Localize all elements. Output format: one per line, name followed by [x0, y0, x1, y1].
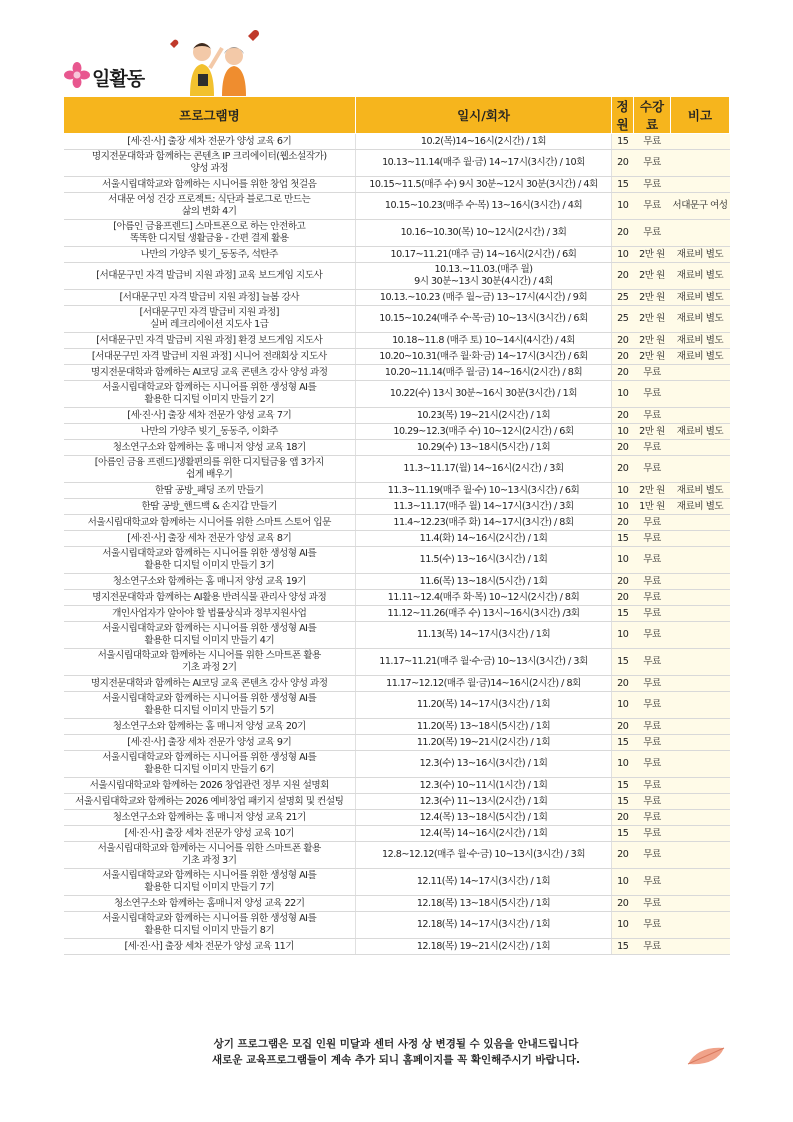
program-name-cell: 서대문 여성 건강 프로젝트: 식단과 블로그로 만드는 삶의 변화 4기: [64, 193, 356, 220]
schedule-cell: 11.6(목) 13~18시(5시간) / 1회: [356, 574, 612, 590]
fee-cell: 무료: [634, 826, 671, 842]
table-row: [64, 751, 730, 778]
table-header-row: [64, 97, 730, 134]
fee-cell: 무료: [634, 193, 671, 220]
fee-cell: 1만 원: [634, 499, 671, 515]
program-name-cell: 한땀 공방_패딩 조끼 만들기: [64, 483, 356, 499]
capacity-cell: 15: [612, 649, 634, 676]
table-row: [64, 483, 730, 499]
capacity-cell: 10: [612, 424, 634, 440]
fee-cell: 2만 원: [634, 333, 671, 349]
capacity-cell: 20: [612, 408, 634, 424]
capacity-cell: 20: [612, 719, 634, 735]
program-name-cell: 서울시립대학교와 함께하는 2026 예비창업 패키지 설명회 및 컨설팅: [64, 794, 356, 810]
note-cell: 재료비 별도: [671, 483, 730, 499]
program-name-cell: 서울시립대학교와 함께하는 시니어를 위한 생성형 AI를 활용한 디지털 이미지 만들기 2기: [64, 381, 356, 408]
fee-cell: 무료: [634, 735, 671, 751]
table-row: [64, 590, 730, 606]
program-name-cell: [서대문구민 자격 발급비 지원 과정] 교육 보드게임 지도사: [64, 263, 356, 290]
schedule-cell: 10.29~12.3(매주 수) 10~12시(2시간) / 6회: [356, 424, 612, 440]
table-row: [64, 440, 730, 456]
schedule-cell: 10.18~11.8 (매주 토) 10~14시(4시간) / 4회: [356, 333, 612, 349]
note-cell: 재료비 별도: [671, 424, 730, 440]
program-name-cell: [아름인 금융 프렌드]생활편의를 위한 디지털금융 앱 3가지 쉽게 배우기: [64, 456, 356, 483]
capacity-cell: 20: [612, 220, 634, 247]
capacity-cell: 20: [612, 150, 634, 177]
program-name-cell: [세·진·사] 출장 세차 전문가 양성 교육 10기: [64, 826, 356, 842]
fee-cell: 무료: [634, 381, 671, 408]
fee-cell: 무료: [634, 794, 671, 810]
capacity-cell: 15: [612, 778, 634, 794]
program-name-cell: 나만의 가양주 빚기_동동주, 석탄주: [64, 247, 356, 263]
table-row: [64, 622, 730, 649]
schedule-cell: 11.3~11.19(매주 월·수) 10~13시(3시간) / 6회: [356, 483, 612, 499]
schedule-cell: 12.18(목) 13~18시(5시간) / 1회: [356, 896, 612, 912]
schedule-cell: 12.18(목) 14~17시(3시간) / 1회: [356, 912, 612, 939]
table-row: [64, 676, 730, 692]
capacity-cell: 15: [612, 735, 634, 751]
capacity-cell: 25: [612, 306, 634, 333]
note-cell: [671, 826, 730, 842]
schedule-cell: 11.11~12.4(매주 화·목) 10~12시(2시간) / 8회: [356, 590, 612, 606]
capacity-cell: 10: [612, 751, 634, 778]
program-name-cell: [세·진·사] 출장 세차 전문가 양성 교육 6기: [64, 134, 356, 150]
fee-cell: 무료: [634, 515, 671, 531]
capacity-cell: 10: [612, 547, 634, 574]
fee-cell: 무료: [634, 778, 671, 794]
table-row: [64, 692, 730, 719]
schedule-cell: 11.4~12.23(매주 화) 14~17시(3시간) / 8회: [356, 515, 612, 531]
note-cell: [671, 939, 730, 955]
table-row: [64, 896, 730, 912]
note-cell: [671, 150, 730, 177]
note-cell: [671, 719, 730, 735]
program-name-cell: [세·진·사] 출장 세차 전문가 양성 교육 11기: [64, 939, 356, 955]
fee-cell: 2만 원: [634, 349, 671, 365]
program-name-cell: 청소연구소와 함께하는 홈 매니저 양성 교육 20기: [64, 719, 356, 735]
footer-line-1: 상기 프로그램은 모집 인원 미달과 센터 사정 상 변경될 수 있음을 안내드립니다: [213, 1038, 579, 1050]
capacity-cell: 10: [612, 692, 634, 719]
schedule-cell: 12.3(수) 13~16시(3시간) / 1회: [356, 751, 612, 778]
capacity-cell: 10: [612, 622, 634, 649]
schedule-cell: 10.15~11.5(매주 수) 9시 30분~12시 30분(3시간) / 4회: [356, 177, 612, 193]
note-cell: [671, 676, 730, 692]
note-cell: [671, 649, 730, 676]
fee-cell: 2만 원: [634, 290, 671, 306]
table-row: [64, 869, 730, 896]
capacity-cell: 10: [612, 912, 634, 939]
capacity-cell: 15: [612, 826, 634, 842]
table-row: [64, 574, 730, 590]
schedule-cell: 10.17~11.21(매주 금) 14~16시(2시간) / 6회: [356, 247, 612, 263]
capacity-cell: 15: [612, 794, 634, 810]
program-name-cell: [아름인 금융프렌드] 스마트폰으로 하는 안전하고 똑똑한 디지털 생활금융 - 간편 결제 활용: [64, 220, 356, 247]
fee-cell: 무료: [634, 606, 671, 622]
schedule-cell: 10.15~10.24(매주 수·목·금) 10~13시(3시간) / 6회: [356, 306, 612, 333]
capacity-cell: 20: [612, 349, 634, 365]
capacity-cell: 20: [612, 456, 634, 483]
program-name-cell: 명지전문대학과 함께하는 AI코딩 교육 콘텐츠 강사 양성 과정: [64, 676, 356, 692]
capacity-cell: 20: [612, 842, 634, 869]
fee-cell: 무료: [634, 590, 671, 606]
schedule-cell: 12.4(목) 14~16시(2시간) / 1회: [356, 826, 612, 842]
capacity-cell: 10: [612, 381, 634, 408]
schedule-cell: 10.20~10.31(매주 월·화·금) 14~17시(3시간) / 6회: [356, 349, 612, 365]
table-row: [64, 424, 730, 440]
table-row: [64, 306, 730, 333]
schedule-cell: 11.20(목) 14~17시(3시간) / 1회: [356, 692, 612, 719]
schedule-cell: 11.5(수) 13~16시(3시간) / 1회: [356, 547, 612, 574]
table-row: [64, 606, 730, 622]
note-cell: [671, 365, 730, 381]
program-name-cell: 나만의 가양주 빚기_동동주, 이화주: [64, 424, 356, 440]
program-name-cell: 청소연구소와 함께하는 홈 매니저 양성 교육 19기: [64, 574, 356, 590]
program-name-cell: 서울시립대학교와 함께하는 시니어를 위한 생성형 AI를 활용한 디지털 이미지 만들기 3기: [64, 547, 356, 574]
capacity-cell: 20: [612, 574, 634, 590]
schedule-cell: 11.3~11.17(매주 월) 14~17시(3시간) / 3회: [356, 499, 612, 515]
capacity-cell: 20: [612, 365, 634, 381]
note-cell: [671, 134, 730, 150]
table-row: [64, 365, 730, 381]
section-title: 일활동: [92, 68, 145, 90]
program-name-cell: 명지전문대학과 함께하는 AI코딩 교육 콘텐츠 강사 양성 과정: [64, 365, 356, 381]
note-cell: [671, 547, 730, 574]
capacity-cell: 20: [612, 896, 634, 912]
people-illustration-icon: [160, 30, 270, 96]
fee-cell: 무료: [634, 547, 671, 574]
table-row: [64, 333, 730, 349]
table-row: [64, 531, 730, 547]
table-row: [64, 939, 730, 955]
program-name-cell: 서울시립대학교와 함께하는 시니어를 위한 생성형 AI를 활용한 디지털 이미지 만들기 7기: [64, 869, 356, 896]
schedule-cell: 11.3~11.17(월) 14~16시(2시간) / 3회: [356, 456, 612, 483]
note-cell: [671, 515, 730, 531]
fee-cell: 2만 원: [634, 247, 671, 263]
fee-cell: 무료: [634, 134, 671, 150]
column-header-note: 비고: [671, 97, 730, 134]
column-header-schedule: 일시/회차: [356, 97, 612, 134]
table-row: [64, 515, 730, 531]
program-name-cell: 한땀 공방_핸드백 & 손지갑 만들기: [64, 499, 356, 515]
footer-line-2: 새로운 교육프로그램들이 계속 추가 되니 홈페이지를 꼭 확인해주시기 바랍니다.: [212, 1054, 580, 1066]
column-header-program: 프로그램명: [64, 97, 356, 134]
note-cell: [671, 220, 730, 247]
capacity-cell: 10: [612, 499, 634, 515]
capacity-cell: 10: [612, 869, 634, 896]
schedule-cell: 10.29(수) 13~18시(5시간) / 1회: [356, 440, 612, 456]
capacity-cell: 15: [612, 939, 634, 955]
fee-cell: 무료: [634, 220, 671, 247]
note-cell: [671, 622, 730, 649]
program-name-cell: 서울시립대학교와 함께하는 시니어를 위한 생성형 AI를 활용한 디지털 이미지 만들기 5기: [64, 692, 356, 719]
fee-cell: 무료: [634, 869, 671, 896]
column-header-fee: 수강료: [634, 97, 671, 134]
schedule-cell: 10.2(목)14~16시(2시간) / 1회: [356, 134, 612, 150]
schedule-cell: 10.13~11.14(매주 월·금) 14~17시(3시간) / 10회: [356, 150, 612, 177]
schedule-cell: 10.20~11.14(매주 월·금) 14~16시(2시간) / 8회: [356, 365, 612, 381]
table-row: [64, 247, 730, 263]
table-row: [64, 150, 730, 177]
table-row: [64, 220, 730, 247]
program-name-cell: 개인사업자가 알아야 할 법률상식과 정부지원사업: [64, 606, 356, 622]
capacity-cell: 20: [612, 263, 634, 290]
program-name-cell: [세·진·사] 출장 세차 전문가 양성 교육 8기: [64, 531, 356, 547]
note-cell: 재료비 별도: [671, 333, 730, 349]
note-cell: 재료비 별도: [671, 306, 730, 333]
program-name-cell: [세·진·사] 출장 세차 전문가 양성 교육 7기: [64, 408, 356, 424]
program-name-cell: 서울시립대학교와 함께하는 시니어를 위한 생성형 AI를 활용한 디지털 이미지 만들기 8기: [64, 912, 356, 939]
capacity-cell: 20: [612, 515, 634, 531]
capacity-cell: 15: [612, 531, 634, 547]
note-cell: [671, 456, 730, 483]
note-cell: [671, 440, 730, 456]
program-name-cell: 서울시립대학교와 함께하는 시니어를 위한 창업 첫걸음: [64, 177, 356, 193]
schedule-cell: 10.22(수) 13시 30분~16시 30분(3시간) / 1회: [356, 381, 612, 408]
fee-cell: 무료: [634, 649, 671, 676]
note-cell: [671, 896, 730, 912]
fee-cell: 2만 원: [634, 263, 671, 290]
note-cell: [671, 692, 730, 719]
table-row: [64, 649, 730, 676]
program-name-cell: 서울시립대학교와 함께하는 시니어를 위한 스마트 스토어 입문: [64, 515, 356, 531]
section-header: [60, 30, 740, 96]
schedule-cell: 11.17~12.12(매주 월·금)14~16시(2시간) / 8회: [356, 676, 612, 692]
schedule-cell: 10.13.~10.23 (매주 월~금) 13~17시(4시간) / 9회: [356, 290, 612, 306]
note-cell: [671, 574, 730, 590]
note-cell: 재료비 별도: [671, 499, 730, 515]
capacity-cell: 10: [612, 193, 634, 220]
program-name-cell: 서울시립대학교와 함께하는 시니어를 위한 생성형 AI를 활용한 디지털 이미지 만들기 6기: [64, 751, 356, 778]
program-name-cell: 서울시립대학교와 함께하는 2026 창업관련 정부 지원 설명회: [64, 778, 356, 794]
fee-cell: 무료: [634, 912, 671, 939]
program-name-cell: [서대문구민 자격 발급비 지원 과정] 시니어 전래회상 지도사: [64, 349, 356, 365]
table-row: [64, 177, 730, 193]
note-cell: [671, 912, 730, 939]
note-cell: [671, 531, 730, 547]
schedule-cell: 12.11(목) 14~17시(3시간) / 1회: [356, 869, 612, 896]
fee-cell: 무료: [634, 939, 671, 955]
note-cell: 재료비 별도: [671, 263, 730, 290]
program-name-cell: [서대문구민 자격 발급비 지원 과정] 환경 보드게임 지도사: [64, 333, 356, 349]
leaf-icon: [686, 1044, 726, 1068]
table-row: [64, 263, 730, 290]
program-name-cell: 청소연구소와 함께하는 홈 매니저 양성 교육 18기: [64, 440, 356, 456]
fee-cell: 2만 원: [634, 424, 671, 440]
table-row: [64, 408, 730, 424]
table-row: [64, 499, 730, 515]
table-row: [64, 134, 730, 150]
schedule-cell: 11.4(화) 14~16시(2시간) / 1회: [356, 531, 612, 547]
note-cell: [671, 778, 730, 794]
schedule-cell: 10.16~10.30(목) 10~12시(2시간) / 3회: [356, 220, 612, 247]
note-cell: [671, 751, 730, 778]
table-body: [64, 134, 730, 955]
table-row: [64, 794, 730, 810]
schedule-cell: 12.18(목) 19~21시(2시간) / 1회: [356, 939, 612, 955]
fee-cell: 무료: [634, 622, 671, 649]
schedule-cell: 10.23(목) 19~21시(2시간) / 1회: [356, 408, 612, 424]
capacity-cell: 10: [612, 247, 634, 263]
program-name-cell: [서대문구민 자격 발급비 지원 과정] 늘봄 강사: [64, 290, 356, 306]
table-row: [64, 719, 730, 735]
note-cell: 재료비 별도: [671, 290, 730, 306]
schedule-cell: 12.3(수) 10~11시(1시간) / 1회: [356, 778, 612, 794]
fee-cell: 무료: [634, 531, 671, 547]
table-row: [64, 826, 730, 842]
table-row: [64, 547, 730, 574]
fee-cell: 무료: [634, 692, 671, 719]
fee-cell: 무료: [634, 719, 671, 735]
program-name-cell: [세·진·사] 출장 세차 전문가 양성 교육 9기: [64, 735, 356, 751]
program-name-cell: 서울시립대학교와 함께하는 시니어를 위한 스마트폰 활용 기초 과정 2기: [64, 649, 356, 676]
fee-cell: 무료: [634, 150, 671, 177]
fee-cell: 무료: [634, 676, 671, 692]
fee-cell: 무료: [634, 751, 671, 778]
flower-icon: [64, 62, 90, 88]
capacity-cell: 20: [612, 440, 634, 456]
note-cell: 서대문구 여성: [671, 193, 730, 220]
note-cell: [671, 869, 730, 896]
capacity-cell: 20: [612, 590, 634, 606]
program-name-cell: 서울시립대학교와 함께하는 시니어를 위한 생성형 AI를 활용한 디지털 이미지 만들기 4기: [64, 622, 356, 649]
program-table: [63, 96, 730, 955]
schedule-cell: 11.20(목) 19~21시(2시간) / 1회: [356, 735, 612, 751]
capacity-cell: 15: [612, 134, 634, 150]
schedule-cell: 11.20(목) 13~18시(5시간) / 1회: [356, 719, 612, 735]
capacity-cell: 20: [612, 810, 634, 826]
schedule-cell: 11.12~11.26(매주 수) 13시~16시(3시간) /3회: [356, 606, 612, 622]
capacity-cell: 15: [612, 606, 634, 622]
capacity-cell: 15: [612, 177, 634, 193]
fee-cell: 무료: [634, 842, 671, 869]
capacity-cell: 20: [612, 333, 634, 349]
note-cell: [671, 842, 730, 869]
note-cell: [671, 606, 730, 622]
capacity-cell: 10: [612, 483, 634, 499]
fee-cell: 무료: [634, 456, 671, 483]
table-row: [64, 810, 730, 826]
program-name-cell: 청소연구소와 함께하는 홈매니저 양성 교육 22기: [64, 896, 356, 912]
note-cell: [671, 590, 730, 606]
fee-cell: 2만 원: [634, 483, 671, 499]
table-row: [64, 193, 730, 220]
table-row: [64, 842, 730, 869]
schedule-cell: 10.15~10.23(매주 수·목) 13~16시(3시간) / 4회: [356, 193, 612, 220]
table-row: [64, 290, 730, 306]
table-row: [64, 735, 730, 751]
note-cell: 재료비 별도: [671, 247, 730, 263]
program-name-cell: 청소연구소와 함께하는 홈 매니저 양성 교육 21기: [64, 810, 356, 826]
schedule-cell: 12.8~12.12(매주 월·수·금) 10~13시(3시간) / 3회: [356, 842, 612, 869]
note-cell: 재료비 별도: [671, 349, 730, 365]
fee-cell: 무료: [634, 408, 671, 424]
fee-cell: 무료: [634, 574, 671, 590]
fee-cell: 무료: [634, 177, 671, 193]
schedule-cell: 10.13.~11.03.(매주 월) 9시 30분~13시 30분(4시간) / 4회: [356, 263, 612, 290]
fee-cell: 무료: [634, 440, 671, 456]
table-row: [64, 381, 730, 408]
footer-notice: [63, 1036, 729, 1068]
note-cell: [671, 810, 730, 826]
capacity-cell: 25: [612, 290, 634, 306]
program-name-cell: 명지전문대학과 함께하는 AI활용 반려식물 관리사 양성 과정: [64, 590, 356, 606]
schedule-cell: 11.13(목) 14~17시(3시간) / 1회: [356, 622, 612, 649]
schedule-cell: 11.17~11.21(매주 월·수·금) 10~13시(3시간) / 3회: [356, 649, 612, 676]
note-cell: [671, 408, 730, 424]
fee-cell: 무료: [634, 810, 671, 826]
fee-cell: 무료: [634, 896, 671, 912]
note-cell: [671, 794, 730, 810]
capacity-cell: 20: [612, 676, 634, 692]
program-name-cell: 서울시립대학교와 함께하는 시니어를 위한 스마트폰 활용 기초 과정 3기: [64, 842, 356, 869]
fee-cell: 2만 원: [634, 306, 671, 333]
note-cell: [671, 381, 730, 408]
note-cell: [671, 735, 730, 751]
table-row: [64, 778, 730, 794]
table-row: [64, 349, 730, 365]
program-name-cell: [서대문구민 자격 발급비 지원 과정] 실버 레크리에이션 지도사 1급: [64, 306, 356, 333]
fee-cell: 무료: [634, 365, 671, 381]
note-cell: [671, 177, 730, 193]
program-name-cell: 명지전문대학과 함께하는 콘텐츠 IP 크리에이터(웹소설작가) 양성 과정: [64, 150, 356, 177]
schedule-cell: 12.4(목) 13~18시(5시간) / 1회: [356, 810, 612, 826]
table-row: [64, 456, 730, 483]
table-row: [64, 912, 730, 939]
column-header-capacity: 정원: [612, 97, 634, 134]
schedule-cell: 12.3(수) 11~13시(2시간) / 1회: [356, 794, 612, 810]
